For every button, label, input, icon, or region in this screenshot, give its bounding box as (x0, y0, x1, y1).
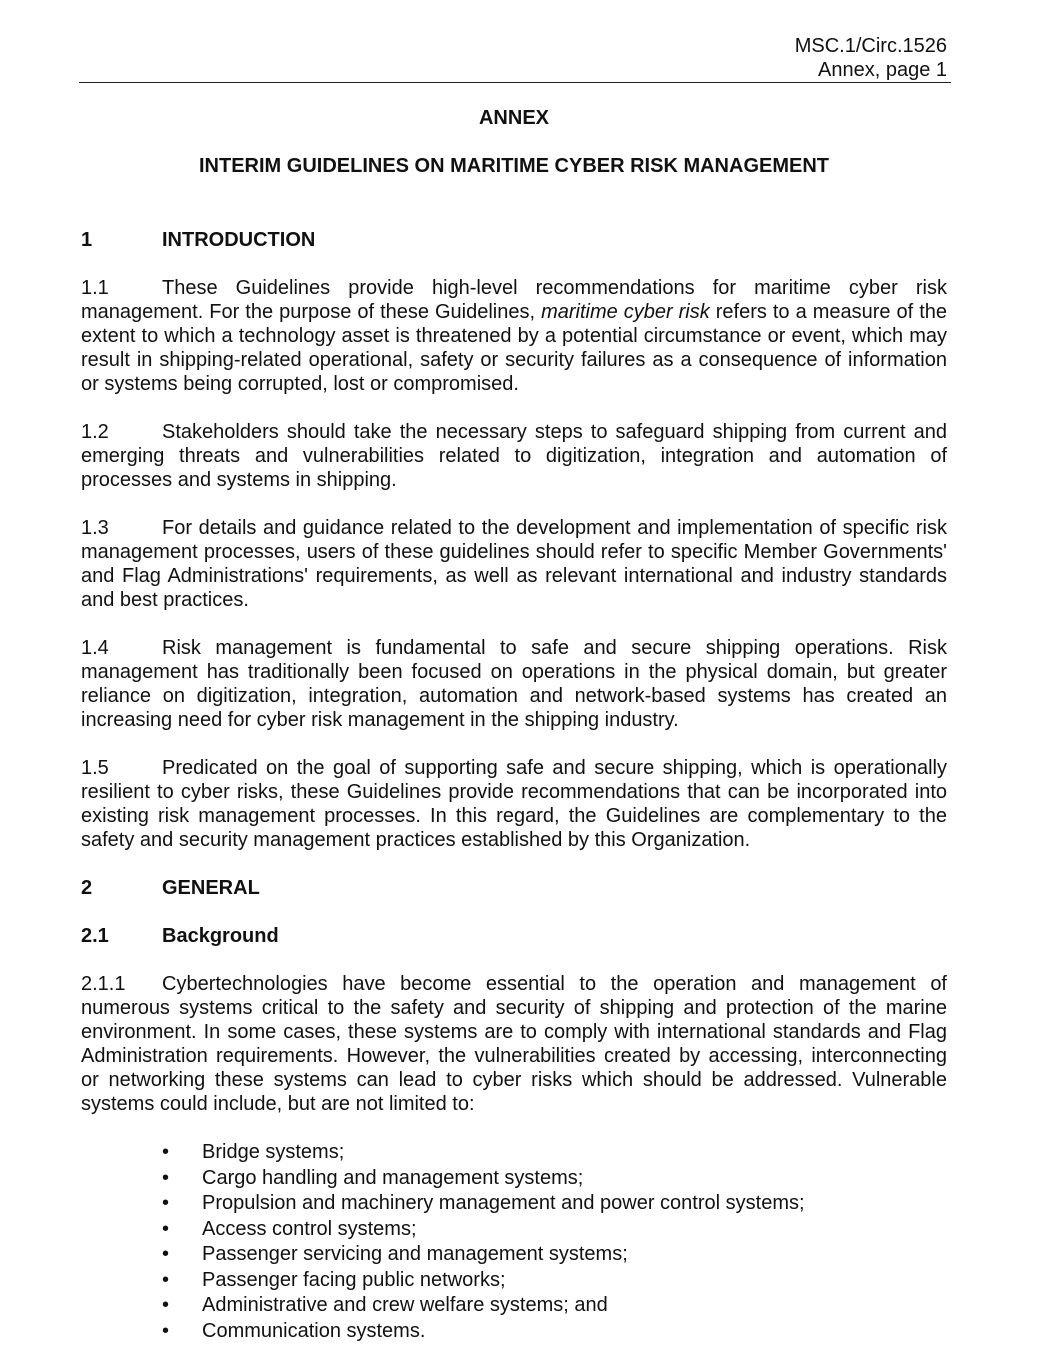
document-title: INTERIM GUIDELINES ON MARITIME CYBER RISK MANAGEMENT (198, 155, 829, 177)
bullet-icon: • (162, 1192, 170, 1214)
section-number: 1 (81, 229, 93, 251)
list-item-text: Propulsion and machinery management and power control systems; (202, 1192, 805, 1214)
list-item-text: Communication systems. (202, 1319, 426, 1342)
paragraph-text: For details and guidance related to the development and implementation of specific risk management processes, users of these guidelines should refer to specific Member Governments' and Flag Administrations' requirements, as well as relevant international and industry standards and best practices. (81, 517, 947, 611)
list-item (81, 1293, 947, 1319)
vulnerable-systems-list (81, 1140, 947, 1344)
paragraph-number: 1.5 (81, 757, 109, 779)
paragraph-text: Risk management is fundamental to safe and secure shipping operations. Risk management has traditionally been focused on operations in the physical domain, but greater reliance on digitization, integration, automation and network-based systems has created an increasing need for cyber risk management in the shipping industry. (81, 637, 947, 731)
list-item (81, 1268, 947, 1294)
section-number: 2 (81, 877, 93, 899)
bullet-icon: • (162, 1217, 170, 1240)
list-item-text: Access control systems; (202, 1217, 417, 1240)
paragraph-number: 1.4 (81, 637, 109, 659)
document-body (81, 106, 947, 1344)
list-item-text: Administrative and crew welfare systems; and (202, 1294, 608, 1316)
paragraph-2-1-1 (81, 972, 947, 1116)
list-item (81, 1242, 947, 1268)
page-header (795, 34, 947, 82)
paragraph-number: 1.3 (81, 517, 109, 539)
paragraph-1-3 (81, 516, 947, 612)
paragraph-1-4 (81, 636, 947, 732)
paragraph-text: These Guidelines provide high-level recommendations for maritime cyber risk management. For the purpose of these Guidelines, (81, 277, 947, 323)
header-divider (79, 82, 951, 83)
list-item (81, 1140, 947, 1166)
paragraph-text: Predicated on the goal of supporting safe and secure shipping, which is operationally resilient to cyber risks, these Guidelines provide recommendations that can be incorporated into existing risk management processes. In this regard, the Guidelines are complementary to the safety and security management practices established by this Organization. (81, 757, 947, 851)
document-reference: MSC.1/Circ.1526 (794, 35, 947, 57)
defined-term: maritime cyber risk (541, 301, 710, 323)
list-item (81, 1217, 947, 1243)
subsection-number: 2.1 (81, 925, 109, 947)
paragraph-text: Cybertechnologies have become essential to the operation and management of numerous systems critical to the safety and security of shipping and protection of the marine environment. In some cases, these systems are to comply with international standards and Flag Administration requirements. However, the vulnerabilities created by accessing, interconnecting or networking these systems can lead to cyber risks which should be addressed. Vulnerable systems could include, but are not limited to: (81, 973, 947, 1115)
section-2-heading (81, 876, 947, 900)
list-item-text: Passenger facing public networks; (202, 1268, 506, 1291)
list-item-text: Cargo handling and management systems; (202, 1166, 584, 1189)
bullet-icon: • (162, 1268, 170, 1291)
section-title: INTRODUCTION (162, 229, 316, 251)
list-item-text: Bridge systems; (202, 1141, 345, 1163)
bullet-icon: • (162, 1141, 170, 1163)
paragraph-text: Stakeholders should take the necessary steps to safeguard shipping from current and emerging threats and vulnerabilities related to digitization, integration and automation of processes and systems in shipping. (81, 421, 947, 491)
annex-title: ANNEX (478, 107, 549, 129)
bullet-icon: • (162, 1294, 170, 1316)
paragraph-number: 1.2 (81, 421, 109, 443)
paragraph-text: refers to a measure of the extent to which a technology asset is threatened by a potential circumstance or event, which may result in shipping-related operational, safety or security failures as a consequence of information or systems being corrupted, lost or compromised. (81, 301, 947, 395)
subsection-title: Background (162, 925, 279, 947)
bullet-icon: • (162, 1166, 170, 1189)
list-item-text: Passenger servicing and management systems; (202, 1243, 628, 1265)
section-1-heading (81, 228, 947, 252)
paragraph-1-1 (81, 276, 947, 396)
subsection-2-1-heading (81, 924, 947, 948)
paragraph-1-5 (81, 756, 947, 852)
list-item (81, 1166, 947, 1192)
section-title: GENERAL (162, 877, 260, 899)
list-item (81, 1191, 947, 1217)
paragraph-1-2 (81, 420, 947, 492)
paragraph-number: 2.1.1 (81, 973, 126, 995)
bullet-icon: • (162, 1243, 170, 1265)
bullet-icon: • (162, 1319, 170, 1342)
page-label: Annex, page 1 (818, 59, 947, 81)
paragraph-number: 1.1 (81, 277, 109, 299)
list-item (81, 1319, 947, 1345)
